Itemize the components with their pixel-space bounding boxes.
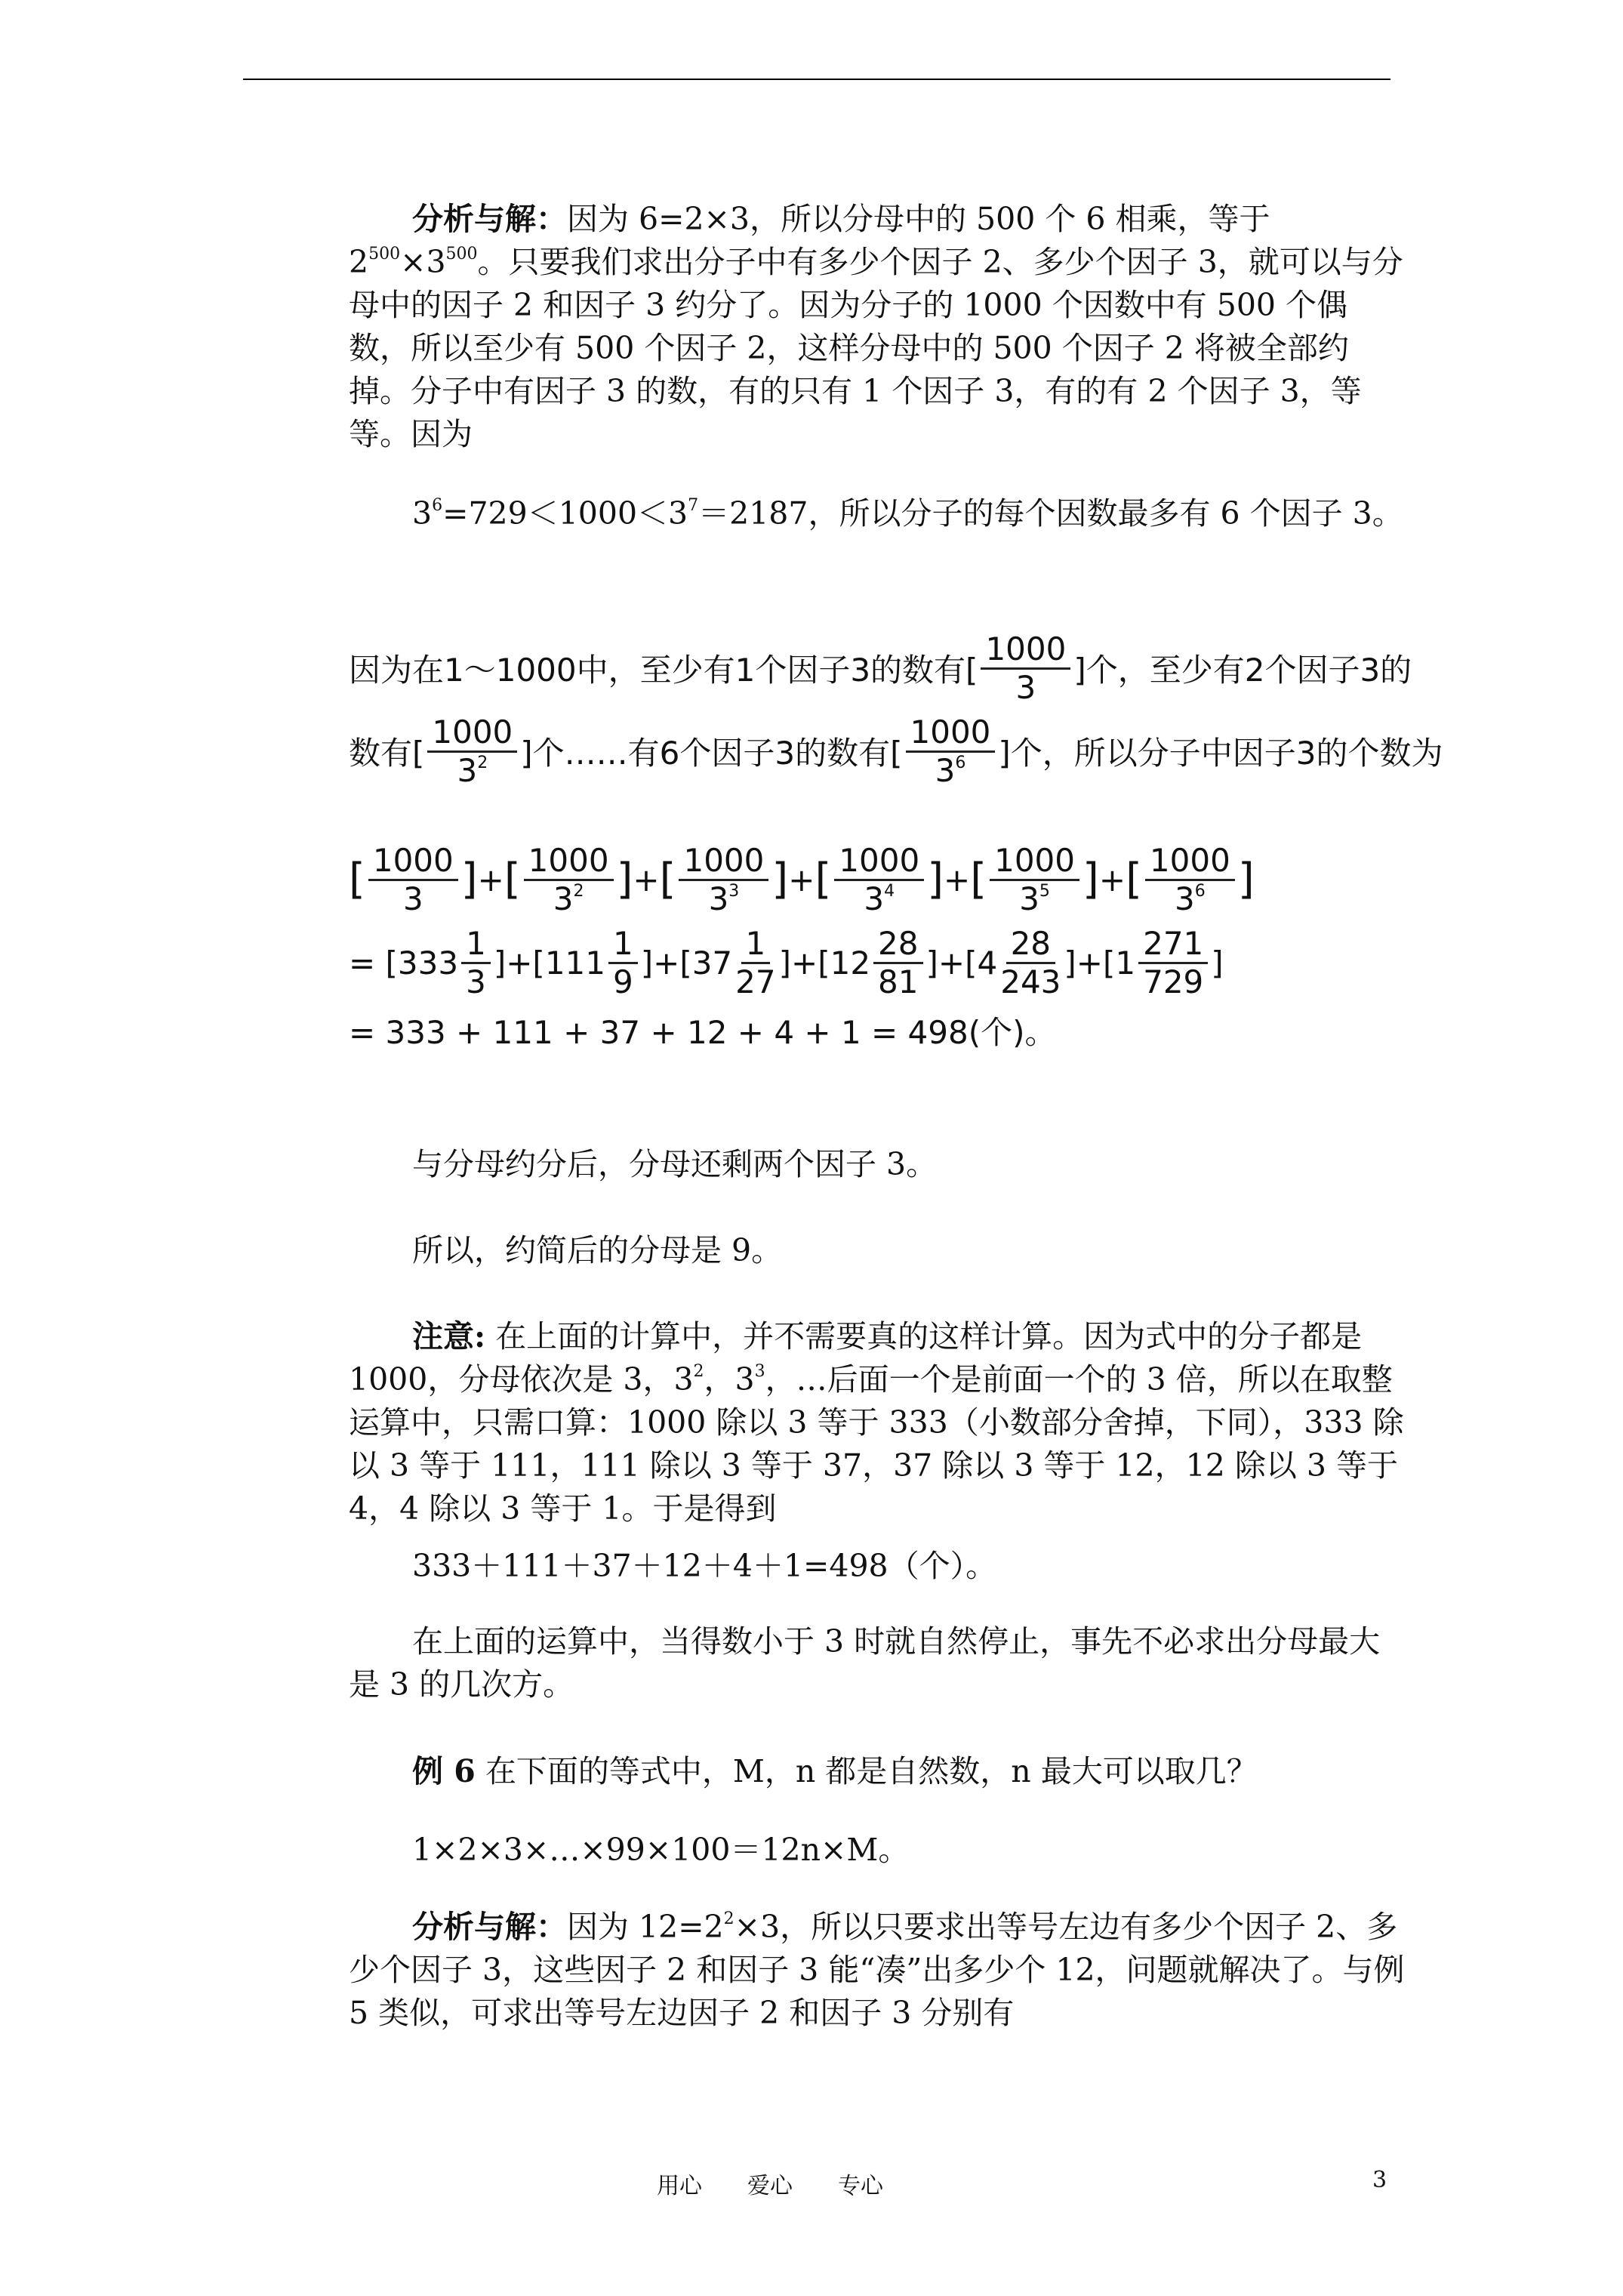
plus-sign: + — [938, 944, 965, 982]
plus-sign: + — [791, 944, 818, 982]
fraction — [990, 843, 1079, 917]
exponent: 4 — [884, 881, 895, 901]
fraction-numerator: 1 — [741, 926, 771, 964]
paragraph-sum — [349, 1545, 1406, 1588]
exponent: 500 — [368, 245, 401, 264]
fraction-denominator: 729 — [1143, 963, 1204, 1000]
fraction-denominator — [1175, 881, 1206, 917]
analysis-label: 分析与解： — [412, 201, 567, 237]
formula-text-block — [349, 627, 1443, 793]
fraction-numerator: 1000 — [906, 714, 996, 753]
equation-line-2 — [349, 921, 1421, 1004]
exponent: 2 — [693, 1362, 704, 1381]
paragraph-conclusion — [349, 1229, 1406, 1272]
paragraph-text: 1×2×3×…×99×100＝12n×M。 — [412, 1832, 910, 1868]
fraction — [461, 926, 491, 1000]
fraction — [524, 843, 614, 917]
close-bracket: ] — [778, 944, 791, 982]
fraction — [873, 926, 922, 1000]
open-bracket: [ — [504, 855, 521, 904]
paragraph-text: 3 — [426, 244, 446, 280]
exponent: 5 — [1039, 881, 1050, 901]
paragraph-text: 在上面的运算中，当得数小于 3 时就自然停止，事先不必求出分母最大是 3 的几次方。 — [349, 1623, 1381, 1703]
equation-line-1 — [349, 838, 1421, 921]
exponent: 500 — [445, 245, 478, 264]
fraction — [906, 714, 996, 789]
fraction — [834, 843, 924, 917]
open-bracket: [ — [679, 944, 692, 982]
close-bracket: ] — [771, 855, 789, 904]
close-bracket: ] — [1083, 855, 1099, 904]
paragraph-text: 与分母约分后，分母还剩两个因子 3。 — [412, 1146, 938, 1182]
plus-sign: + — [477, 861, 504, 898]
exponent: 3 — [728, 881, 740, 901]
fraction — [1138, 926, 1208, 1000]
plus-sign: + — [944, 861, 971, 898]
fraction-denominator — [403, 881, 423, 917]
fraction — [608, 926, 638, 1000]
paragraph-text: 333＋111＋37＋12＋4＋1=498（个）。 — [412, 1548, 997, 1584]
equation-block — [349, 838, 1421, 1057]
paragraph-text: ＝2187，所以分子的每个因数最多有 6 个因子 3。 — [698, 495, 1403, 532]
fraction-denominator: 81 — [878, 963, 919, 1000]
exponent: 2 — [477, 753, 488, 772]
fraction-numerator: 1000 — [981, 631, 1070, 670]
fraction-numerator: 1000 — [679, 843, 768, 881]
close-bracket: ] — [640, 944, 654, 982]
open-bracket: [ — [1126, 855, 1142, 904]
paragraph-text: 。只要我们求出分子中有多少个因子 2、多少个因子 3，就可以与分母中的因子 2 和因子 3 约分了。因为分子的 1000 个因数中有 500 个偶数，所以至少有 500 个因子 2，这样分母中的 500 个因子 2 将被全部约掉。分子中有因子 3 的数，有的只有 1 个因子 3，有的有 2 个因子 3，等等。因为 — [349, 244, 1403, 452]
paragraph-text: ，…后面一个是前面一个的 3 倍，所以在取整运算中，只需口算：1000 除以 3 等于 333（小数部分舍掉，下同），333 除以 3 等于 111，111 除以 3 等于 37，37 除以 3 等于 12，12 除以 3 等于 4，4 除以 3 等于 1。于是得到 — [349, 1361, 1404, 1527]
fraction — [679, 843, 768, 917]
fraction-denominator: 243 — [1000, 963, 1061, 1000]
note-label: 注意: — [412, 1318, 486, 1354]
fraction-denominator: 9 — [612, 963, 633, 1000]
open-bracket: [ — [815, 855, 832, 904]
paragraph-text: 因为 12=2 — [567, 1909, 724, 1945]
fraction-denominator — [864, 881, 895, 917]
fraction — [981, 631, 1070, 706]
open-bracket: [ — [532, 944, 545, 982]
whole-number: 111 — [544, 944, 605, 982]
exponent: 6 — [432, 496, 443, 515]
formula-line-1 — [349, 627, 1421, 710]
fraction — [1145, 843, 1235, 917]
equation-line-3 — [349, 1004, 1421, 1057]
fraction-numerator: 1 — [461, 926, 491, 964]
whole-number: 1 — [1115, 944, 1136, 982]
analysis-label: 分析与解： — [412, 1909, 567, 1945]
exponent: 3 — [754, 1362, 765, 1381]
close-bracket: ] — [927, 855, 944, 904]
plus-sign: + — [788, 861, 815, 898]
plus-sign: + — [1098, 861, 1126, 898]
whole-number: 37 — [691, 944, 733, 982]
paragraph-text: ×3，所以只要求出等号左边有多少个因子 2、多少个因子 3，这些因子 2 和因子 3 能“凑”出多少个 12，问题就解决了。与例 5 类似，可求出等号左边因子 2 和因子 3 分别有 — [349, 1909, 1405, 2031]
whole-number: 12 — [830, 944, 871, 982]
exponent: 6 — [955, 753, 966, 772]
exponent: 7 — [688, 496, 699, 515]
paragraph-analysis-2 — [349, 1906, 1406, 2035]
fraction-denominator: 3 — [466, 963, 486, 1000]
fraction — [368, 843, 458, 917]
footer-motto: 用心 爱心 专心 — [657, 2173, 883, 2199]
fraction-denominator — [935, 753, 966, 789]
paragraph-analysis-1 — [349, 198, 1406, 456]
formula-text: ]个，所以分子中因子3的个数为 — [998, 735, 1443, 772]
plus-sign: + — [1076, 944, 1103, 982]
base: 3 — [553, 880, 574, 917]
base: 3 — [864, 880, 885, 917]
base: 3 — [457, 751, 478, 789]
exponent: 2 — [723, 1909, 735, 1928]
close-bracket: ] — [616, 855, 633, 904]
paragraph-example-6 — [349, 1750, 1406, 1793]
open-bracket: [ — [659, 855, 676, 904]
page-number: 3 — [1372, 2167, 1387, 2193]
paragraph-text: × — [400, 244, 427, 280]
fraction-denominator: 27 — [735, 963, 776, 1000]
base: 3 — [708, 880, 729, 917]
paragraph-text: 在上面的计算中，并不需要真的这样计算。因为式中的分子都是 1000，分母依次是 3，3 — [349, 1318, 1363, 1398]
fraction-denominator — [709, 881, 740, 917]
fraction — [735, 926, 775, 1000]
fraction-numerator: 271 — [1138, 926, 1208, 964]
header-rule — [243, 79, 1390, 80]
formula-text: ]个……有6个因子3的数有[ — [520, 735, 903, 772]
open-bracket: [ — [965, 944, 978, 982]
formula-line-2 — [349, 710, 1443, 793]
exponent: 6 — [1194, 881, 1206, 901]
fraction-numerator: 1 — [608, 926, 638, 964]
fraction-denominator — [457, 753, 488, 789]
formula-text: ]个，至少有2个因子3的 — [1073, 652, 1412, 689]
base: 3 — [1175, 880, 1195, 917]
paragraph-text: 在下面的等式中，M，n 都是自然数，n 最大可以取几？ — [475, 1753, 1258, 1789]
base: 3 — [402, 880, 423, 917]
paragraph-text: 所以，约简后的分母是 9。 — [412, 1232, 783, 1268]
equals-prefix: = [333 — [349, 944, 459, 982]
exponent: 2 — [573, 881, 584, 901]
fraction-denominator — [553, 881, 584, 917]
close-bracket: ] — [460, 855, 478, 904]
base: 3 — [935, 751, 956, 789]
paragraph-equation-example — [349, 1829, 1406, 1872]
paragraph-text: 因为 6=2×3，所以分母中的 500 个 6 相乘，等于 2 — [349, 201, 1270, 280]
close-bracket: ] — [1211, 944, 1224, 982]
plus-sign: + — [653, 944, 680, 982]
equation-result: = 333 + 111 + 37 + 12 + 4 + 1 = 498(个)。 — [349, 1014, 1057, 1051]
fraction-numerator: 28 — [1006, 926, 1055, 964]
paragraph-remark — [349, 1620, 1406, 1706]
fraction-numerator: 1000 — [368, 843, 458, 881]
formula-text: 数有[ — [349, 735, 425, 772]
paragraph-note — [349, 1315, 1406, 1530]
paragraph-inequality — [349, 492, 1406, 535]
fraction-numerator: 1000 — [834, 843, 924, 881]
fraction-numerator: 1000 — [524, 843, 614, 881]
paragraph-remaining — [349, 1143, 1406, 1186]
fraction — [427, 714, 517, 789]
open-bracket: [ — [1102, 944, 1116, 982]
open-bracket: [ — [349, 855, 365, 904]
base: 3 — [1019, 880, 1039, 917]
close-bracket: ] — [1064, 944, 1076, 982]
example-label: 例 6 — [412, 1753, 476, 1789]
open-bracket: [ — [818, 944, 830, 982]
fraction-numerator: 1000 — [1145, 843, 1235, 881]
whole-number: 4 — [977, 944, 998, 982]
open-bracket: [ — [970, 855, 987, 904]
paragraph-text: =729＜1000＜3 — [442, 495, 688, 532]
close-bracket: ] — [493, 944, 507, 982]
plus-sign: + — [633, 861, 660, 898]
fraction-numerator: 1000 — [427, 714, 517, 753]
plus-sign: + — [506, 944, 533, 982]
fraction-denominator — [1019, 881, 1050, 917]
formula-text: 因为在1～1000中，至少有1个因子3的数有[ — [349, 652, 978, 689]
close-bracket: ] — [925, 944, 938, 982]
fraction-numerator: 28 — [873, 926, 922, 964]
fraction — [1000, 926, 1061, 1000]
fraction-numerator: 1000 — [990, 843, 1079, 881]
paragraph-text: ，3 — [704, 1361, 755, 1398]
paragraph-text: 3 — [412, 495, 433, 532]
fraction-denominator: 3 — [1015, 668, 1036, 706]
close-bracket: ] — [1237, 855, 1255, 904]
